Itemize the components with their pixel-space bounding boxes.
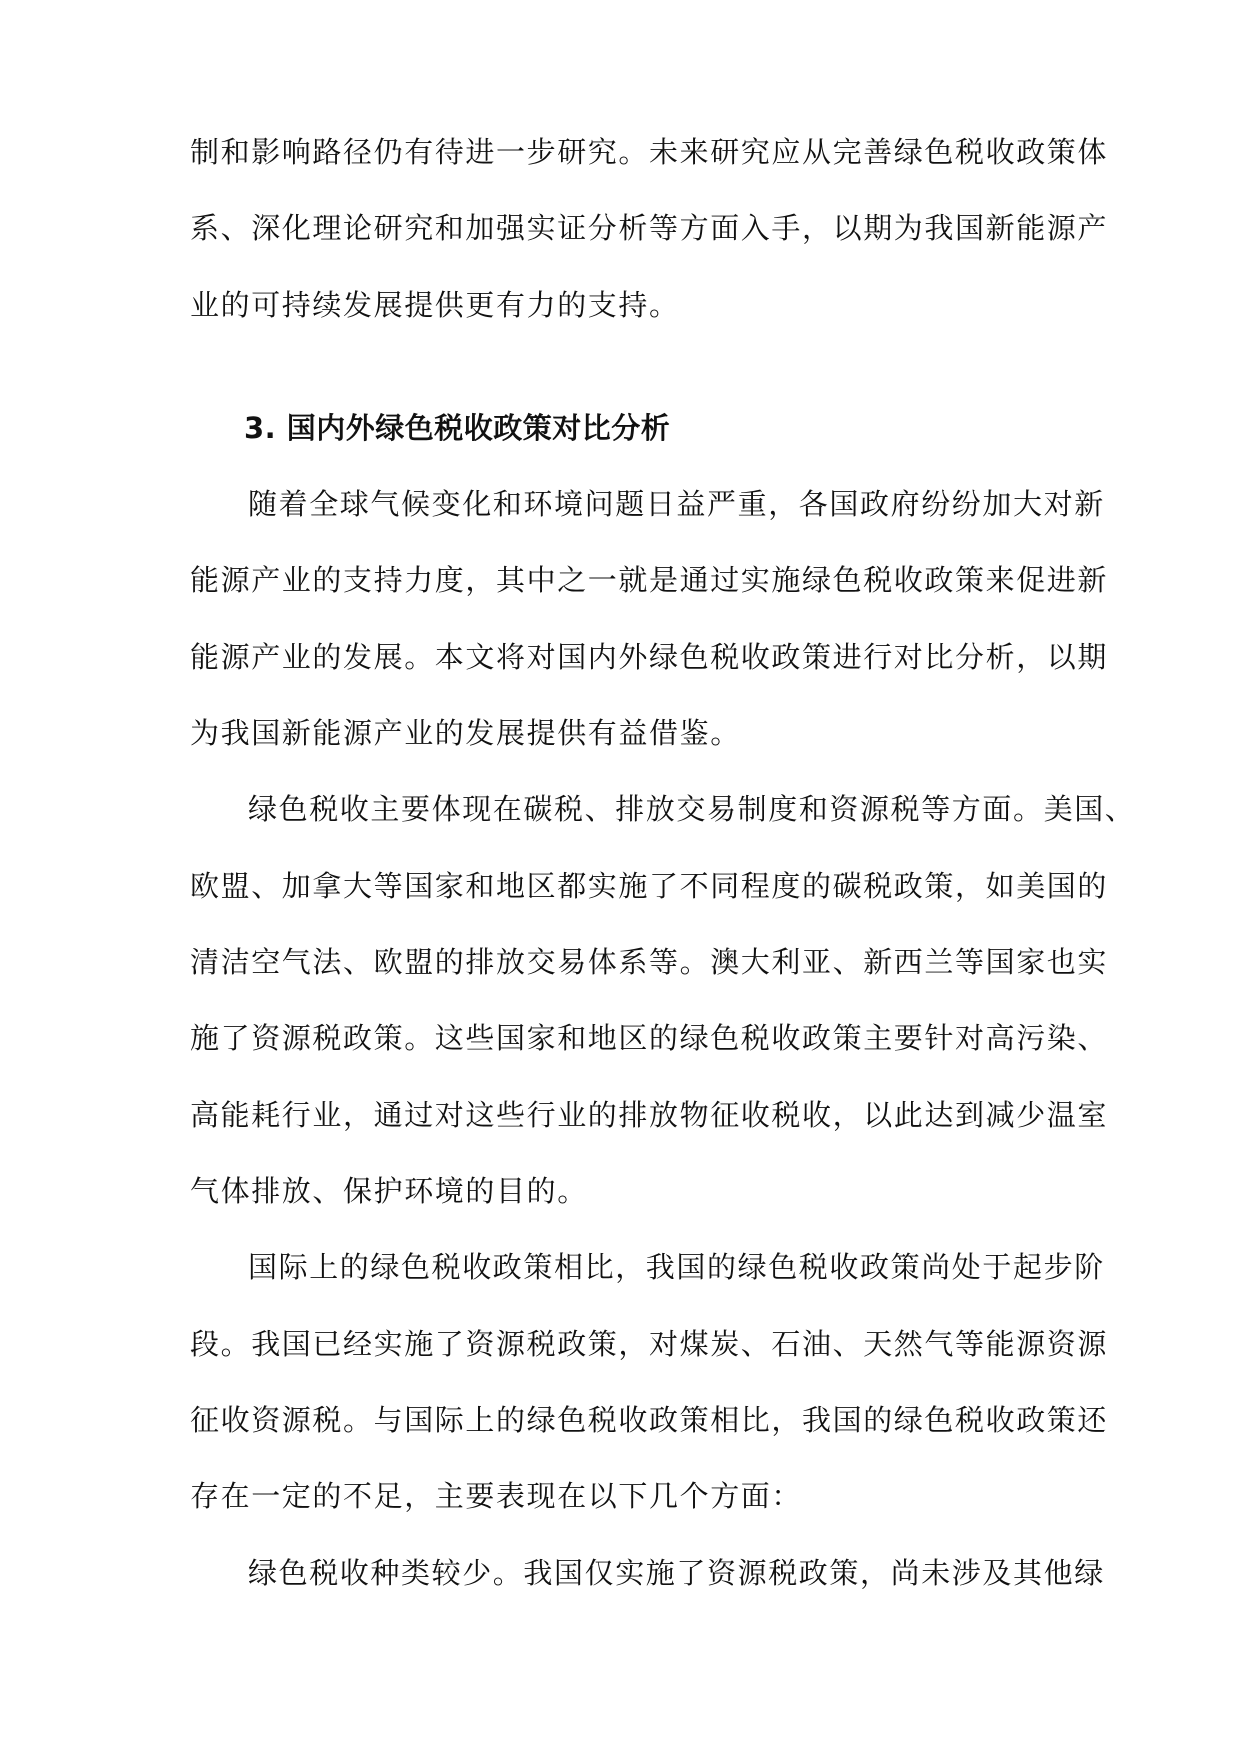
text-line: 存在一定的不足，主要表现在以下几个方面： (190, 1479, 803, 1513)
text-line: 高能耗行业，通过对这些行业的排放物征收税收，以此达到减少温室 (190, 1098, 1109, 1132)
text-line: 欧盟、加拿大等国家和地区都实施了不同程度的碳税政策，如美国的 (190, 869, 1109, 903)
text-line: 能源产业的支持力度，其中之一就是通过实施绿色税收政策来促进新 (190, 563, 1109, 597)
text-line: 业的可持续发展提供更有力的支持。 (190, 288, 680, 322)
text-line: 系、深化理论研究和加强实证分析等方面入手，以期为我国新能源产 (190, 211, 1109, 245)
paragraph-first-line: 绿色税收主要体现在碳税、排放交易制度和资源税等方面。美国、 (248, 792, 1136, 826)
text-line: 施了资源税政策。这些国家和地区的绿色税收政策主要针对高污染、 (190, 1021, 1109, 1055)
text-line: 制和影响路径仍有待进一步研究。未来研究应从完善绿色税收政策体 (190, 135, 1109, 169)
paragraph-first-line: 绿色税收种类较少。我国仅实施了资源税政策，尚未涉及其他绿 (248, 1556, 1105, 1590)
text-line: 清洁空气法、欧盟的排放交易体系等。澳大利亚、新西兰等国家也实 (190, 945, 1109, 979)
text-line: 能源产业的发展。本文将对国内外绿色税收政策进行对比分析，以期 (190, 640, 1109, 674)
text-line: 段。我国已经实施了资源税政策，对煤炭、石油、天然气等能源资源 (190, 1327, 1109, 1361)
text-line: 为我国新能源产业的发展提供有益借鉴。 (190, 716, 741, 750)
text-line: 征收资源税。与国际上的绿色税收政策相比，我国的绿色税收政策还 (190, 1403, 1109, 1437)
paragraph-first-line: 随着全球气候变化和环境问题日益严重，各国政府纷纷加大对新 (248, 487, 1105, 521)
paragraph-first-line: 国际上的绿色税收政策相比，我国的绿色税收政策尚处于起步阶 (248, 1250, 1105, 1284)
section-heading: 3. 国内外绿色税收政策对比分析 (244, 411, 671, 445)
text-line: 气体排放、保护环境的目的。 (190, 1174, 588, 1208)
